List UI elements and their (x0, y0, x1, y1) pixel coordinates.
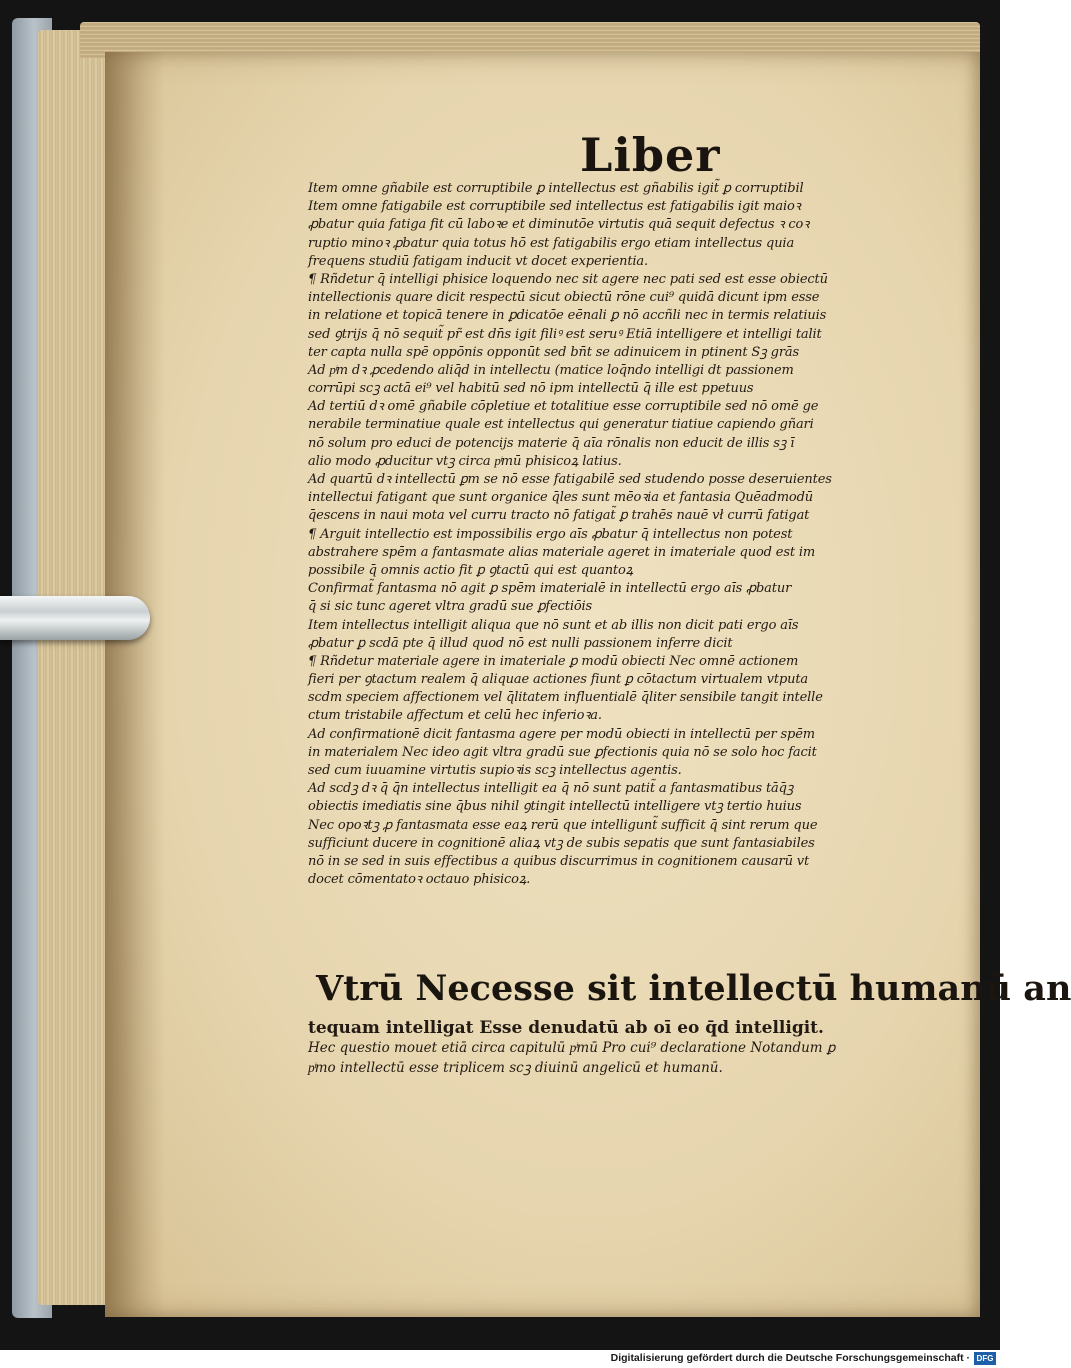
text-line: ter capta nulla spē oppōnis opponūt sed bn̄t se adinuicem in ptinent Sꝫ grās (308, 344, 799, 360)
text-line: sed cum iuuamine virtutis supioꝛis scꝫ intellectus agentis. (308, 763, 682, 778)
text-line: nō solum pro educi de potencijs materie q̄ aīa rōnalis non educit de illis sꝫ ī (308, 435, 795, 451)
text-line: fieri per ꝯtactum realem q̄ aliquae actiones fiunt ꝑ cōtactum virtualem vtputa (308, 672, 809, 688)
text-line: Item omne fatigabile est corruptibile sed intellectus est fatigabilis igit maioꝛ (308, 199, 801, 215)
text-line: intellectui fatigant que sunt organice q̄les sunt mēoꝛia et fantasia Quēadmodū (308, 490, 813, 506)
text-line: abstrahere spēm a fantasmate alias materiale ageret in imateriale quod est im (308, 544, 816, 560)
text-line: Ad quartū dꝛ intellectū ꝑm se nō esse fatigabilē sed studendo posse deseruientes (308, 472, 832, 487)
text-line: possibile q̄ omnis actio fit ꝑ ꝯtactū qui est quantoꝝ (308, 562, 634, 578)
text-line: ruptio minoꝛ ꝓbatur quia totus hō est fatigabilis ergo etiam intellectus quia (308, 235, 795, 251)
text-line: ¶ Rñdetur q̄ intelligi phisice loquendo nec sit agere nec pati sed est esse obiectū (308, 271, 828, 287)
text-line: q̄escens in naui mota vel curru tracto nō fatigat̃ ꝑ trahēs nauē vł currū fatigat (308, 508, 810, 524)
text-line: Item intellectus intelligit aliqua que nō sunt et ab illis non dicit pati ergo aīs (308, 617, 799, 633)
text-block-question (308, 1018, 908, 1078)
text-line: ctum tristabile affectum et celū hec inferioꝛa. (308, 708, 602, 724)
text-line: tequam intelligat Esse denudatū ab oī eo q̄d intelligit. (308, 1018, 824, 1038)
text-line: nō in se sed in suis effectibus a quibus discurrimus in cognitionem causarū vt (308, 853, 810, 869)
text-line: in materialem Nec ideo agit vltra gradū sue ꝑfectionis quia nō se solo hoc facit (308, 744, 817, 760)
text-line: sufficiunt ducere in cognitionē aliaꝝ vtꝫ de subis sepatis que sunt fantasiabiles (308, 835, 815, 851)
running-head: Liber (580, 128, 721, 182)
text-line: corrūpi scꝫ actā ei⁹ vel habitū sed nō ipm intellectū q̄ ille est ppetuus (308, 381, 754, 397)
text-line: ꝓbatur quia fatiga fit cū laboꝛe et diminutōe virtutis quā sequit defectus ꝛ coꝛ (308, 217, 810, 233)
text-line: Nec opoꝛtꝫ ꝓ fantasmata esse eaꝝ rerū que intelligunt̃ sufficit q̄ sint rerum que (308, 817, 818, 833)
text-line: Ad scdꝫ dꝛ q̄ q̄n intellectus intelligit ea q̄ nō sunt patit̃ a fantasmatibus tāq̄ꝫ (308, 781, 794, 797)
text-line: ¶ Rñdetur materiale agere in imateriale ꝑ modū obiecti Nec omnē actionem (308, 653, 799, 669)
text-line: Ad pͥm dꝛ ꝓcedendo aliq̄d in intellectu (matice loq̄ndo intelligi dt passionem (308, 362, 794, 378)
text-line: pͥmo intellectū esse triplicem scꝫ diuinū angelicū et humanū. (308, 1060, 723, 1076)
text-line: q̄ si sic tunc ageret vltra gradū sue ꝑfectiōis (308, 599, 593, 615)
text-line: obiectis imediatis sine q̄bus nihil ꝯtingit intellectū intelligere vtꝫ tertio huius (308, 799, 802, 815)
dfg-logo: DFG (974, 1352, 996, 1365)
funding-credit: Digitalisierung gefördert durch die Deutsche Forschungsgemeinschaft · (610, 1352, 970, 1364)
text-line: docet cōmentatoꝛ octauo phisicoꝝ. (308, 872, 531, 888)
text-line: in relatione et topicā tenere in ꝑdicatōe eēnali ꝑ nō accñli nec in termis relatiuis (308, 308, 827, 324)
text-line: intellectionis quare dicit respectū sicut obiectū rōne cui⁹ quidā dicunt ipm esse (308, 290, 820, 306)
text-line: frequens studiū fatigam inducit vt docet experientia. (308, 253, 649, 269)
text-line: nerabile terminatiue quale est intellectus qui generatur tiatiue capiendo gñari (308, 417, 814, 433)
text-line: Hec questio mouet etiā circa capitulū pͥmū Pro cui⁹ declaratione Notandum ꝑ (308, 1040, 836, 1056)
text-line: scdm speciem affectionem vel q̄litatem influentialē q̄liter sensibile tangit intelle (308, 690, 823, 706)
text-line: ꝓbatur ꝑ scdā pte q̄ illud quod nō est nulli passionem inferre dicit (308, 635, 733, 651)
text-line: alio modo ꝓducitur vtꝫ circa pͥmū phisicoꝝ latius. (308, 453, 622, 469)
text-line: ¶ Arguit intellectio est impossibilis ergo aīs ꝓbatur q̄ intellectus non potest (308, 526, 793, 542)
text-line: sed ꝯtrijs q̄ nō sequit̃ pr̃ est dn̄s igit filiꝰ est seruꝰ Etiā intelligere et intelligi talit (308, 326, 822, 342)
text-line: Ad tertiū dꝛ omē gñabile cōpletiue et totalitiue esse corruptibile sed nō omē ge (308, 399, 819, 415)
page-gutter-shadow (105, 52, 165, 1317)
text-line: Item omne gñabile est corruptibile ꝑ intellectus est gñabilis igit̃ ꝑ corruptibil (308, 181, 804, 196)
footer-bar (0, 1350, 1000, 1368)
text-line: Confirmat̃ fantasma nō agit ꝑ spēm imaterialē in intellectū ergo aīs ꝓbatur (308, 581, 792, 597)
book-clamp (0, 596, 150, 640)
text-block-main (308, 180, 908, 889)
text-line: Ad confirmationē dicit fantasma agere per modū obiecti in intellectū per spēm (308, 726, 815, 742)
section-heading: Vtrū Necesse sit intellectū humanū an (316, 968, 1071, 1009)
